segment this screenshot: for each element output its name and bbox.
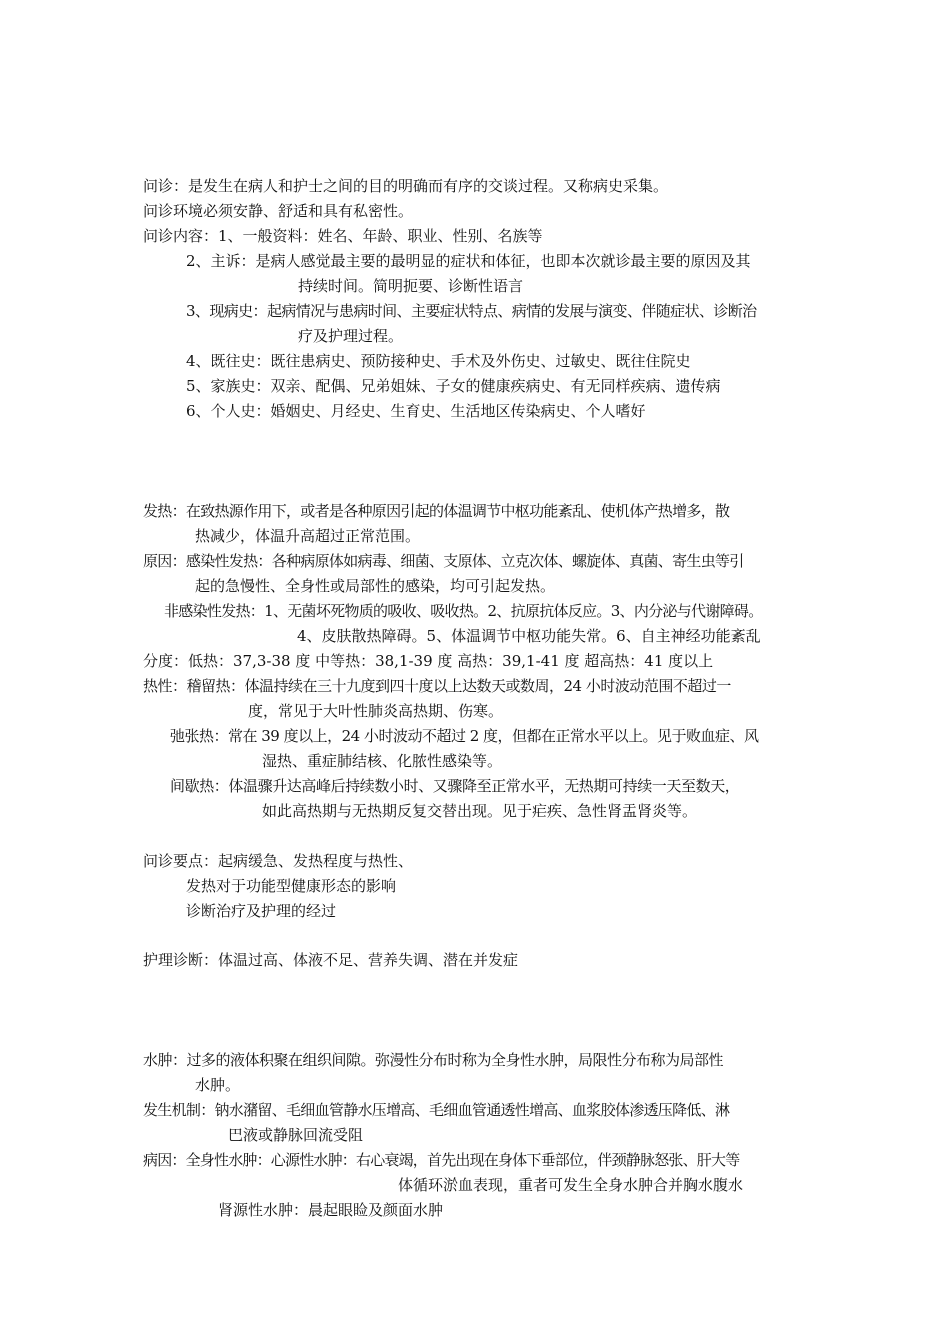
fever-grading: 分度：低热：37,3-38 度 中等热：38,1-39 度 高热：39,1-41 度 超高热：41 度以上 <box>143 652 714 670</box>
edema-cause: 病因：全身性水肿：心源性水肿：右心衰竭，首先出现在身体下垂部位，伴颈静脉怒张、肝大等 <box>143 1151 740 1169</box>
fever-key-points: 问诊要点：起病缓急、发热程度与热性、 <box>143 852 414 870</box>
fever-type-remittent-cont: 湿热、重症肺结核、化脓性感染等。 <box>262 752 503 770</box>
fever-cause-cont: 起的急慢性、全身性或局部性的感染，均可引起发热。 <box>195 577 556 595</box>
inquiry-environment: 问诊环境必须安静、舒适和具有私密性。 <box>143 202 414 220</box>
fever-noninfectious: 非感染性发热：1、无菌坏死物质的吸收、吸收热。2、抗原抗体反应。3、内分泌与代谢障碍。 <box>164 602 763 620</box>
fever-type-intermittent-cont: 如此高热期与无热期反复交替出现。见于疟疾、急性肾盂肾炎等。 <box>262 802 698 820</box>
inquiry-content-3: 3、现病史：起病情况与患病时间、主要症状特点、病情的发展与演变、伴随症状、诊断治 <box>186 302 757 320</box>
edema-definition: 水肿：过多的液体积聚在组织间隙。弥漫性分布时称为全身性水肿，局限性分布称为局部性 <box>143 1051 724 1069</box>
inquiry-content-2: 2、主诉：是病人感觉最主要的最明显的症状和体征，也即本次就诊最主要的原因及其 <box>186 252 751 270</box>
fever-type-sustained-cont: 度，常见于大叶性肺炎高热期、伤寒。 <box>248 702 504 720</box>
edema-mechanism-cont: 巴液或静脉回流受阻 <box>228 1126 364 1144</box>
fever-type-remittent: 弛张热：常在 39 度以上，24 小时波动不超过 2 度，但都在正常水平以上。见于败血症、风 <box>170 727 759 745</box>
fever-nursing-diagnosis: 护理诊断：体温过高、体液不足、营养失调、潜在并发症 <box>143 951 519 969</box>
fever-cause: 原因：感染性发热：各种病原体如病毒、细菌、支原体、立克次体、螺旋体、真菌、寄生虫等引 <box>143 552 744 570</box>
fever-type-intermittent: 间歇热：体温骤升达高峰后持续数小时、又骤降至正常水平，无热期可持续一天至数天， <box>170 777 740 795</box>
edema-renal: 肾源性水肿：晨起眼睑及颜面水肿 <box>218 1201 444 1219</box>
inquiry-content-1: 问诊内容：1、一般资料：姓名、年龄、职业、性别、名族等 <box>143 227 543 245</box>
inquiry-content-5: 5、家族史：双亲、配偶、兄弟姐妹、子女的健康疾病史、有无同样疾病、遗传病 <box>186 377 721 395</box>
fever-key-points-2: 发热对于功能型健康形态的影响 <box>186 877 397 895</box>
inquiry-definition: 问诊：是发生在病人和护士之间的目的明确而有序的交谈过程。又称病史采集。 <box>143 177 669 195</box>
fever-definition-cont: 热减少，体温升高超过正常范围。 <box>195 527 421 545</box>
edema-definition-cont: 水肿。 <box>195 1076 241 1094</box>
edema-cause-cont: 体循环淤血表现，重者可发生全身水肿合并胸水腹水 <box>398 1176 744 1194</box>
inquiry-content-2-cont: 持续时间。简明扼要、诊断性语言 <box>298 277 524 295</box>
fever-noninfectious-cont: 4、皮肤散热障碍。5、体温调节中枢功能失常。6、自主神经功能紊乱 <box>297 627 761 645</box>
inquiry-content-6: 6、个人史：婚姻史、月经史、生育史、生活地区传染病史、个人嗜好 <box>186 402 646 420</box>
fever-definition: 发热：在致热源作用下，或者是各种原因引起的体温调节中枢功能紊乱、使机体产热增多，散 <box>143 502 730 520</box>
inquiry-content-3-cont: 疗及护理过程。 <box>298 327 404 345</box>
edema-mechanism: 发生机制：钠水潴留、毛细血管静水压增高、毛细血管通透性增高、血浆胶体渗透压降低、淋 <box>143 1101 730 1119</box>
fever-type-sustained: 热性：稽留热：体温持续在三十九度到四十度以上达数天或数周，24 小时波动范围不超过一 <box>143 677 731 695</box>
inquiry-content-4: 4、既往史：既往患病史、预防接种史、手术及外伤史、过敏史、既往住院史 <box>186 352 691 370</box>
fever-key-points-3: 诊断治疗及护理的经过 <box>186 902 337 920</box>
